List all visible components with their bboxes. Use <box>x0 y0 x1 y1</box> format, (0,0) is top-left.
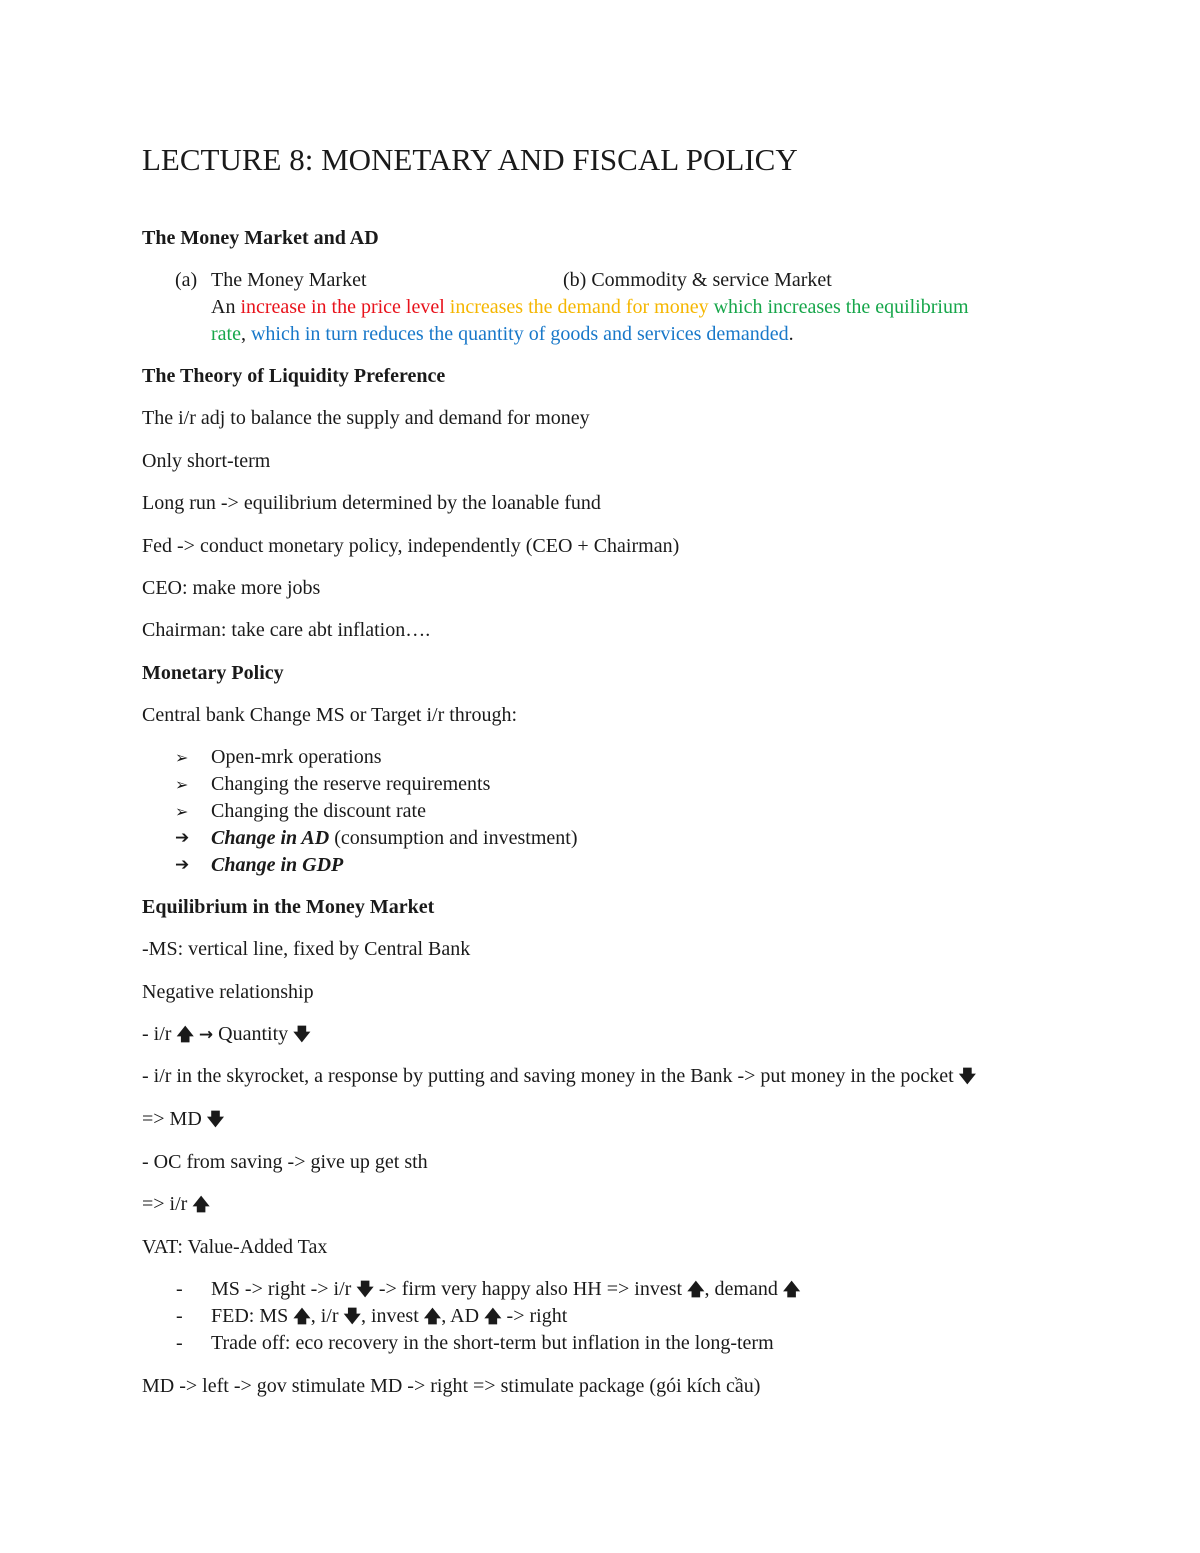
paragraph <box>142 1063 976 1091</box>
paragraph: -MS: vertical line, fixed by Central Bank <box>142 938 471 960</box>
result-change-gdp: Change in GDP <box>211 854 344 876</box>
list-item: Changing the reserve requirements <box>211 773 491 795</box>
arrow-up-icon: 🡅 <box>192 1195 210 1215</box>
dash-bullet: - <box>176 1332 183 1354</box>
text: - i/r in the skyrocket, a response by putting and saving money in the Bank -> put money in the pocket <box>142 1065 959 1087</box>
paragraph: Chairman: take care abt inflation…. <box>142 619 431 641</box>
arrow-up-icon: 🡅 <box>176 1025 194 1045</box>
sentence-part-blue: which in turn reduces the quantity of goods and services demanded <box>250 323 789 345</box>
sentence-part-red: increase in the price level <box>240 296 445 318</box>
text: , i/r <box>310 1305 344 1327</box>
paragraph: MD -> left -> gov stimulate MD -> right => stimulate package (gói kích cầu) <box>142 1375 761 1397</box>
arrow-up-icon: 🡅 <box>782 1280 801 1300</box>
heading-equilibrium-money-market: Equilibrium in the Money Market <box>142 896 435 918</box>
arrowhead-bullet-icon: ➢ <box>175 748 189 767</box>
arrow-right-icon: ➔ <box>175 828 190 848</box>
text: => MD <box>142 1108 207 1130</box>
text: , invest <box>361 1305 424 1327</box>
sentence-part-green: which increases the equilibrium <box>713 296 969 318</box>
paragraph: - OC from saving -> give up get sth <box>142 1151 428 1173</box>
item-commodity-market: (b) Commodity & service Market <box>563 269 832 291</box>
paragraph: Fed -> conduct monetary policy, independently (CEO + Chairman) <box>142 535 680 557</box>
sentence-part-period: . <box>788 323 794 345</box>
list-item <box>211 852 343 879</box>
dash-bullet: - <box>176 1305 183 1327</box>
arrow-down-icon: 🡇 <box>958 1067 977 1087</box>
arrow-up-icon: 🡅 <box>293 1307 311 1327</box>
colored-sentence-line2 <box>211 321 794 348</box>
paragraph: Only short-term <box>142 450 271 472</box>
heading-money-market-ad: The Money Market and AD <box>142 227 379 249</box>
arrowhead-bullet-icon: ➢ <box>175 775 189 794</box>
list-item <box>211 825 577 852</box>
list-item: Changing the discount rate <box>211 800 426 822</box>
paragraph <box>142 1191 210 1219</box>
result-change-ad: Change in AD <box>211 827 330 849</box>
text: Quantity <box>218 1023 294 1045</box>
paragraph <box>142 1021 311 1049</box>
list-marker-a: (a) <box>175 269 198 291</box>
text: -> firm very happy also HH => invest <box>373 1278 688 1300</box>
sentence-part-orange: increases the demand for money <box>449 296 709 318</box>
heading-liquidity-preference: The Theory of Liquidity Preference <box>142 365 446 387</box>
dash-bullet: - <box>176 1278 183 1300</box>
arrow-up-icon: 🡅 <box>687 1280 705 1300</box>
sentence-part-an: An <box>211 296 241 318</box>
text: , demand <box>704 1278 783 1300</box>
paragraph: VAT: Value-Added Tax <box>142 1236 328 1258</box>
paragraph: Negative relationship <box>142 981 314 1003</box>
paragraph: Central bank Change MS or Target i/r through: <box>142 704 518 726</box>
sentence-part-rate: rate <box>211 323 241 345</box>
arrowhead-bullet-icon: ➢ <box>175 802 189 821</box>
arrow-right-icon: → <box>198 1025 214 1045</box>
text: FED: MS <box>211 1305 294 1327</box>
arrow-up-icon: 🡅 <box>423 1307 442 1327</box>
colored-sentence-line1 <box>211 294 969 321</box>
arrow-down-icon: 🡇 <box>206 1110 225 1130</box>
item-money-market: The Money Market <box>211 269 367 291</box>
arrow-down-icon: 🡇 <box>293 1025 311 1045</box>
arrow-right-icon: ➔ <box>175 855 190 875</box>
text: - i/r <box>142 1023 177 1045</box>
paragraph: Long run -> equilibrium determined by the loanable fund <box>142 492 601 514</box>
text: -> right <box>501 1305 568 1327</box>
text: MS -> right -> i/r <box>211 1278 357 1300</box>
paragraph <box>142 1106 224 1134</box>
sentence-part-comma: , <box>240 323 251 345</box>
list-item: Trade off: eco recovery in the short-term but inflation in the long-term <box>211 1332 774 1354</box>
heading-monetary-policy: Monetary Policy <box>142 662 284 684</box>
arrow-down-icon: 🡇 <box>343 1307 361 1327</box>
arrow-down-icon: 🡇 <box>356 1280 374 1300</box>
list-item <box>211 1276 800 1304</box>
text: => i/r <box>142 1193 193 1215</box>
paragraph: CEO: make more jobs <box>142 577 321 599</box>
list-item <box>211 1303 567 1331</box>
page-title: LECTURE 8: MONETARY AND FISCAL POLICY <box>142 142 798 177</box>
paragraph: The i/r adj to balance the supply and demand for money <box>142 407 590 429</box>
list-item: Open-mrk operations <box>211 746 382 768</box>
arrow-up-icon: 🡅 <box>484 1307 502 1327</box>
result-change-ad-detail: (consumption and investment) <box>329 827 578 849</box>
text: , AD <box>441 1305 485 1327</box>
